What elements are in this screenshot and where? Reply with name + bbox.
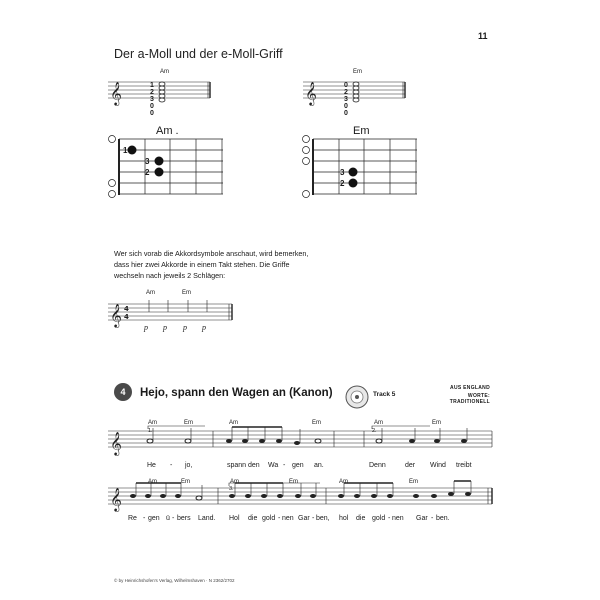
diagram-name-em: Em: [353, 125, 370, 137]
track-label: Track 5: [373, 391, 396, 398]
am-finger-2: 2: [145, 168, 150, 177]
em-finger-3: 3: [340, 168, 345, 177]
s2-chord: Em: [181, 479, 190, 485]
staff-chord-em: Em: [353, 69, 362, 75]
am-chord-diagram: [109, 136, 224, 198]
treble-clef-icon: 𝄞: [110, 431, 122, 455]
svg-text:4: 4: [124, 313, 129, 321]
em-finger-2: 2: [340, 179, 345, 188]
s1-chord: Am: [148, 420, 157, 426]
song-number-badge: 4: [114, 383, 132, 401]
s2-chord: Am: [230, 479, 239, 485]
copyright-footer: © by Heinrichshofen's Verlag, Wilhelmshaven · N 2362/2702: [114, 578, 235, 583]
diagram-name-am: Am .: [156, 125, 179, 137]
am-fingering: 1 2 3 0 0: [150, 82, 154, 117]
s1-chord: Am: [374, 420, 383, 426]
em-fingering: 0 2 3 0 0: [344, 82, 348, 117]
song-title: Hejo, spann den Wagen an (Kanon): [140, 387, 333, 399]
example-chord-am: Am: [146, 290, 155, 296]
s2-chord: Em: [289, 479, 298, 485]
s1-chord: Em: [184, 420, 193, 426]
staff-chord-am: Am: [160, 69, 169, 75]
section-heading: Der a-Moll und der e-Moll-Griff: [114, 47, 283, 61]
s2-marker: 3.: [229, 486, 234, 492]
s1-marker: 2.: [372, 428, 377, 434]
em-chord-diagram: [303, 136, 418, 198]
song-words-credit: WORTE: TRADITIONELL: [449, 393, 490, 405]
s2-chord: Em: [409, 479, 418, 485]
s1-chord: Em: [312, 420, 321, 426]
cd-icon: [346, 386, 368, 408]
am-finger-1: 1: [123, 146, 128, 155]
song-origin: AUS ENGLAND: [450, 385, 490, 391]
treble-clef-icon: 𝄞: [110, 303, 122, 327]
am-finger-3: 3: [145, 157, 150, 166]
example-chord-em: Em: [182, 290, 191, 296]
treble-clef-icon: 𝄞: [305, 81, 317, 105]
s1-marker: 1.: [148, 428, 153, 434]
explanation-paragraph: Wer sich vorab die Akkordsymbole anschaut, wird bemerken, dass hier zwei Akkorde in einem Takt stehen. Die Griffe wechseln nach jeweils 2 Schlägen:: [114, 249, 309, 280]
s1-chord: Em: [432, 420, 441, 426]
page-number: 11: [478, 31, 488, 41]
svg-text:4: 4: [124, 305, 129, 313]
treble-clef-icon: 𝄞: [110, 487, 122, 511]
treble-clef-icon: 𝄞: [110, 81, 122, 105]
s2-chord: Am: [339, 479, 348, 485]
s1-chord: Am: [229, 420, 238, 426]
s2-chord: Am: [148, 479, 157, 485]
song-staff-2: [108, 483, 492, 504]
